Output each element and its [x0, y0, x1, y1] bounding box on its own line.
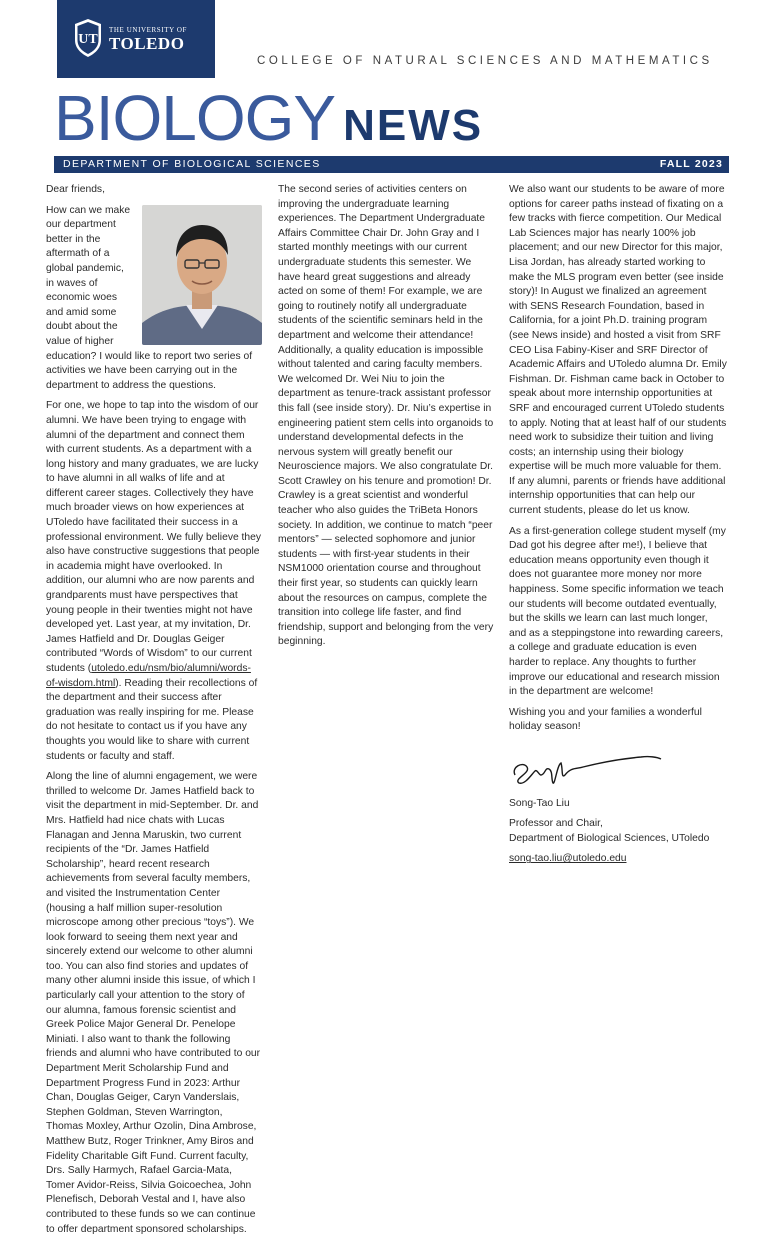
signer-department: Department of Biological Sciences, UToledo: [509, 832, 710, 844]
logo-university-text: THE UNIVERSITY OF: [109, 26, 187, 34]
paragraph-6: As a first-generation college student myself (my Dad got his degree after me!), I believe that education means opportunity even though it does not guarantee more money nor more happiness. Some specific information we teach our students will become outdated eventually, but the skills we learn can last much longer, and as a steppingstone into rewarding careers, a college and graduate education is even harder to replace. Any thoughts to further improve our educational and research mission in the department are welcome!: [509, 525, 726, 698]
shield-icon: [73, 18, 103, 58]
logo-name-text: TOLEDO: [109, 34, 185, 53]
college-name: COLLEGE OF NATURAL SCIENCES AND MATHEMATICS: [257, 55, 713, 67]
issue-label: FALL 2023: [659, 158, 723, 170]
paragraph-4: The second series of activities centers on improving the undergraduate learning experiences. The Department Undergraduate Affairs Committee Chair Dr. John Gray and I started monthly meetings with our current undergraduate students this semester. We have heard great suggestions and already acted on some of them! For example, we are going to routinely notify all undergraduate students of the scientific seminars held in the department and welcome their attendance! Additionally, a quality education is impossible without talented and caring faculty members. We welcomed Dr. Wei Niu to join the department as tenure-track assistant professor this fall (see inside story). Dr. Niu’s expertise in engineering patient stem cells into organoids to understand developmental defects in the nervous system will greatly benefit our Neuroscience majors. We also congratulate Dr. Scott Crawley on his tenure and promotion! Dr. Crawley is a great scientist and wonderful teacher who also guides the TriBeta Honors society. In addition, we continue to match “peer mentors” — selected sophomore and junior students — with first-year students in their NSM1000 orientation course and throughout their first year, so students can quickly learn about the resources on campus, complete the transition into college life faster, and find friendship, support and belonging from the very beginning.: [278, 184, 494, 648]
paragraph-7: Wishing you and your families a wonderful holiday season!: [509, 706, 702, 733]
paragraph-2-text-a: For one, we hope to tap into the wisdom of our alumni. We have been trying to engage with alumni of the department and connect them with current students. As a department with a long history and many graduates, we are lucky to have alumni in all walks of life and at different career stages. Collectively they have much broader views on how experiences at UToledo have facilitated their success in a professional environment. We fully believe they also have constructive suggestions that people in academia might have overlooked. In addition, our alumni who are now parents and grandparents must have perspectives that young people in their twenties might not have developed yet. Last year, at my invitation, Dr. James Hatfield and Dr. Douglas Geiger contributed “Words of Wisdom” to our current students (: [46, 400, 262, 674]
portrait-image: [142, 205, 262, 345]
paragraph-2: [46, 399, 262, 764]
letter-column-2: [278, 183, 494, 656]
signature-image: [509, 745, 669, 789]
salutation: Dear friends,: [46, 184, 105, 195]
department-bar: [54, 156, 729, 173]
signer-title: Professor and Chair,: [509, 818, 603, 830]
masthead-biology: BIOLOGY: [54, 82, 336, 154]
words-of-wisdom-link[interactable]: utoledo.edu/nsm/bio/alumni/words-of-wisdom.html: [46, 663, 251, 689]
svg-text:UT: UT: [78, 32, 98, 47]
paragraph-1: How can we make our department better in the aftermath of a global pandemic, in waves of economic woes and amid some doubt about the value of higher education? I would like to report two series of activities we have been carrying out in the department to address the questions.: [46, 204, 253, 391]
department-name: DEPARTMENT OF BIOLOGICAL SCIENCES: [63, 158, 321, 170]
masthead: [54, 82, 484, 154]
signer-name: Song-Tao Liu: [509, 797, 570, 809]
letter-column-3: [509, 183, 727, 867]
paragraph-2-text-b: ). Reading their recollections of the department and their success after graduation was really inspiring for me. Please do not hesitate to contact us if you have any thoughts you would like to share with current students or faculty and staff.: [46, 677, 258, 762]
chair-portrait: [142, 205, 262, 345]
paragraph-5: We also want our students to be aware of more options for career paths instead of fixating on a few tracks with fierce competition. Our Medical Lab Sciences major has nearly 100% job placement; and our new Director for this major, Lisa Jordan, has already started working to make the MLS program even better (see inside story)! In August we finalized an agreement with SENS Research Foundation, based in California, for a joint Ph.D. training program (see News inside) and hosted a visit from SRF CEO Lisa Fabiny-Kiser and SRF Director of Academic Affairs and UToledo alumna Dr. Emily Fishman. Dr. Fishman came back in October to speak about more internship opportunities at SRF and encouraged current UToledo students to apply. Noting that at least half of our students need work to subsidize their tuition and living costs; an internship using their biology expertise will be much more valuable for them. If any alumni, parents or friends have additional internship opportunities that can help our current students, please do let us know.: [509, 184, 727, 517]
letter-column-1: [46, 183, 262, 1243]
signer-email-link[interactable]: song-tao.liu@utoledo.edu: [509, 853, 627, 865]
university-logo[interactable]: [57, 0, 215, 78]
masthead-news: NEWS: [343, 101, 484, 150]
paragraph-3: Along the line of alumni engagement, we were thrilled to welcome Dr. James Hatfield back to visit the department in mid-September. Dr. and Mrs. Hatfield had nice chats with Lucas Flanagan and Jenna Maruskin, two current recipients of the “Dr. James Hatfield Scholarship”, heard recent research achievements from several faculty members, and visited the Instrumentation Center (housing a half million super-resolution microscope among other precious “toys”). We look forward to seeing them next year and sincerely extend our welcome to other alumni too. You can also find stories and updates of many other alumni inside this issue, of which I particularly call your attention to the story of our alumna, famous forensic scientist and Greek Police Major General Dr. Penelope Miniati. I also want to thank the following friends and alumni who have contributed to our Department Merit Scholarship Fund and Department Progress Fund in 2023: Arthur Chan, Douglas Geiger, Caryn Vanderslais, Stephen Goldman, Steven Warrington, Thomas Moxley, Arthur Ozolin, Dina Ambrose, Matthew Butz, Roger Trinkner, Amy Biros and Fidelity Charitable Gift Fund. Current faculty, Drs. Sally Harmych, Rafael Garcia-Mata, Tomer Avidor-Reiss, Silvia Goicoechea, John Plenefisch, Deborah Vestal and I, have also contributed to these funds so we can continue to offer department sponsored scholarships.: [46, 771, 261, 1235]
